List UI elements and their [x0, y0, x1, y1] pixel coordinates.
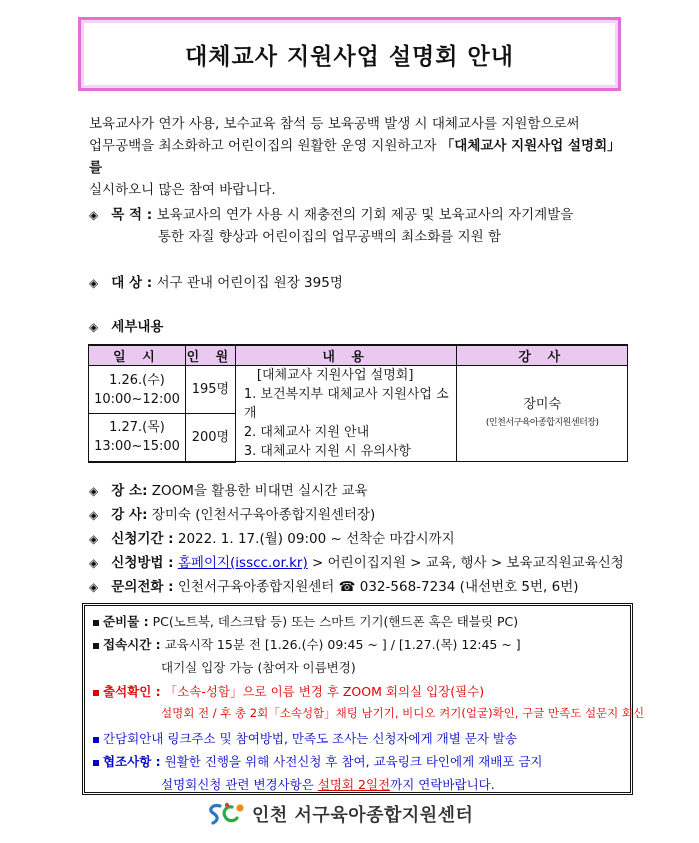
target-text: 서구 관내 어린이집 원장 395명 [156, 275, 343, 291]
purpose-line-1: 보육교사의 연가 사용 시 재충전의 기회 제공 및 보육교사의 자기계발을 [156, 207, 574, 223]
intro-event-name: 「대체교사 지원사업 설명회」를 [89, 138, 621, 176]
diamond-icon: ◈ [89, 508, 99, 522]
prep-label: 준비물 : [103, 614, 149, 629]
lecturer-row [89, 503, 375, 523]
method-label: 신청방법 : [111, 555, 174, 571]
session-time: 10:00~12:00 [94, 391, 180, 407]
table-header-row [89, 345, 628, 366]
diamond-icon: ◈ [89, 208, 99, 222]
details-label: 세부내용 [111, 319, 164, 335]
place-row [89, 479, 368, 499]
place-text: ZOOM을 활용한 비대면 실시간 교육 [151, 483, 368, 499]
period-text: 2022. 1. 17.(월) 09:00 ~ 선착순 마감시까지 [177, 531, 455, 547]
lecturer-label: 강 사: [111, 507, 148, 523]
content-item: 3. 대체교사 지원 시 유의사항 [243, 444, 411, 459]
header-datetime: 일 시 [89, 345, 186, 366]
coop-label: 협조사항 : [103, 754, 161, 769]
speaker-name: 장미숙 [523, 396, 562, 412]
diamond-icon: ◈ [89, 320, 99, 334]
content-title: [대체교사 지원사업 설명회] [256, 368, 414, 383]
center-logo-icon [206, 801, 246, 827]
target-section [89, 272, 343, 294]
lecturer-text: 장미숙 (인천서구육아종합지원센터장) [151, 507, 376, 523]
coop-line-2-a: 설명회신청 관련 변경사항은 [161, 777, 318, 792]
intro-paragraph [89, 113, 629, 201]
diamond-icon: ◈ [89, 532, 99, 546]
contact-label: 문의전화 : [111, 579, 174, 595]
note-prep [93, 612, 518, 630]
count-cell: 195명 [185, 366, 235, 414]
schedule-table [88, 344, 628, 463]
access-label: 접속시간 : [103, 637, 161, 652]
speaker-cell [457, 366, 628, 462]
date-cell [89, 414, 186, 462]
content-cell [235, 366, 457, 462]
place-label: 장 소: [111, 483, 148, 499]
homepage-link[interactable]: 홈페이지(isscc.or.kr) [177, 555, 308, 571]
note-coop [93, 752, 542, 770]
purpose-line-2: 통한 자질 향상과 어린이집의 업무공백의 최소화를 지원 함 [158, 229, 502, 245]
period-label: 신청기간 : [111, 531, 174, 547]
notes-box [82, 603, 645, 795]
method-row [89, 551, 624, 571]
diamond-icon: ◈ [89, 484, 99, 498]
access-text: 교육시작 15분 전 [1.26.(수) 09:45 ~ ] / [1.27.(목) 12:45 ~ ] [164, 637, 521, 652]
coop-text: 원활한 진행을 위해 사전신청 후 참여, 교육링크 타인에게 재배포 금지 [164, 754, 543, 769]
content-item: 1. 보건복지부 대체교사 지원사업 소개 [243, 387, 449, 421]
date-cell [89, 366, 186, 414]
target-label: 대 상 : [111, 275, 153, 291]
note-attendance [93, 682, 484, 700]
speaker-org: (인천서구육아종합지원센터장) [485, 417, 599, 428]
intro-line-2-text: 업무공백을 최소화하고 어린이집의 원활한 운영 지원하고자 [89, 138, 441, 154]
title-box [78, 17, 621, 91]
square-bullet-icon [93, 620, 99, 626]
footer [206, 801, 473, 827]
coop-line-2-c: 까지 연락바랍니다. [390, 777, 495, 792]
details-section [89, 316, 163, 338]
square-bullet-icon [93, 643, 99, 649]
note-access [93, 635, 521, 653]
header-speaker: 강 사 [457, 345, 628, 366]
attendance-line-2: 설명회 전 / 후 총 2회「소속성함」채팅 남기기, 비디오 켜기(얼굴)확인, 구글 만족도 설문지 회신 [161, 706, 645, 720]
intro-line-3: 실시하오니 많은 참여 바랍니다. [89, 182, 276, 198]
session-time: 13:00~15:00 [94, 439, 180, 455]
header-content: 내 용 [235, 345, 457, 366]
coop-line-2 [161, 775, 495, 793]
session-date: 1.27.(목) [109, 420, 165, 436]
coop-deadline: 설명회 2일전 [317, 777, 391, 792]
header-count: 인 원 [185, 345, 235, 366]
contact-text: 인천서구육아종합지원센터 ☎ 032-568-7234 (내선번호 5번, 6번) [177, 579, 579, 595]
count-cell: 200명 [185, 414, 235, 462]
prep-text: PC(노트북, 데스크탑 등) 또는 스마트 기기(핸드폰 혹은 태블릿 PC) [152, 614, 519, 629]
purpose-label: 목 적 : [111, 207, 153, 223]
meeting-text: 간담회안내 링크주소 및 참여방법, 만족도 조사는 신청자에게 개별 문자 발송 [103, 731, 518, 746]
square-bullet-icon [93, 760, 99, 766]
table-row [89, 366, 628, 414]
page-title: 대체교사 지원사업 설명회 안내 [185, 43, 514, 70]
footer-org-name: 인천 서구육아종합지원센터 [252, 805, 474, 826]
diamond-icon: ◈ [89, 580, 99, 594]
square-bullet-icon [93, 690, 99, 696]
diamond-icon: ◈ [89, 556, 99, 570]
intro-line-2 [89, 135, 629, 179]
diamond-icon: ◈ [89, 276, 99, 290]
contact-row [89, 575, 579, 595]
session-date: 1.26.(수) [109, 372, 165, 388]
attendance-text: 「소속-성함」으로 이름 변경 후 ZOOM 회의실 입장(필수) [164, 684, 485, 699]
method-text: > 어린이집지원 > 교육, 행사 > 보육교직원교육신청 [307, 555, 624, 571]
access-line-2: 대기실 입장 가능 (참여자 이름변경) [161, 660, 356, 675]
intro-line-1: 보육교사가 연가 사용, 보수교육 참석 등 보육공백 발생 시 대체교사를 지원함으로써 [89, 116, 580, 132]
note-meeting [93, 729, 517, 747]
period-row [89, 527, 455, 547]
content-item: 2. 대체교사 지원 안내 [243, 425, 370, 440]
purpose-section [89, 204, 573, 226]
attendance-label: 출석확인 : [103, 684, 161, 699]
square-bullet-icon [93, 737, 99, 743]
